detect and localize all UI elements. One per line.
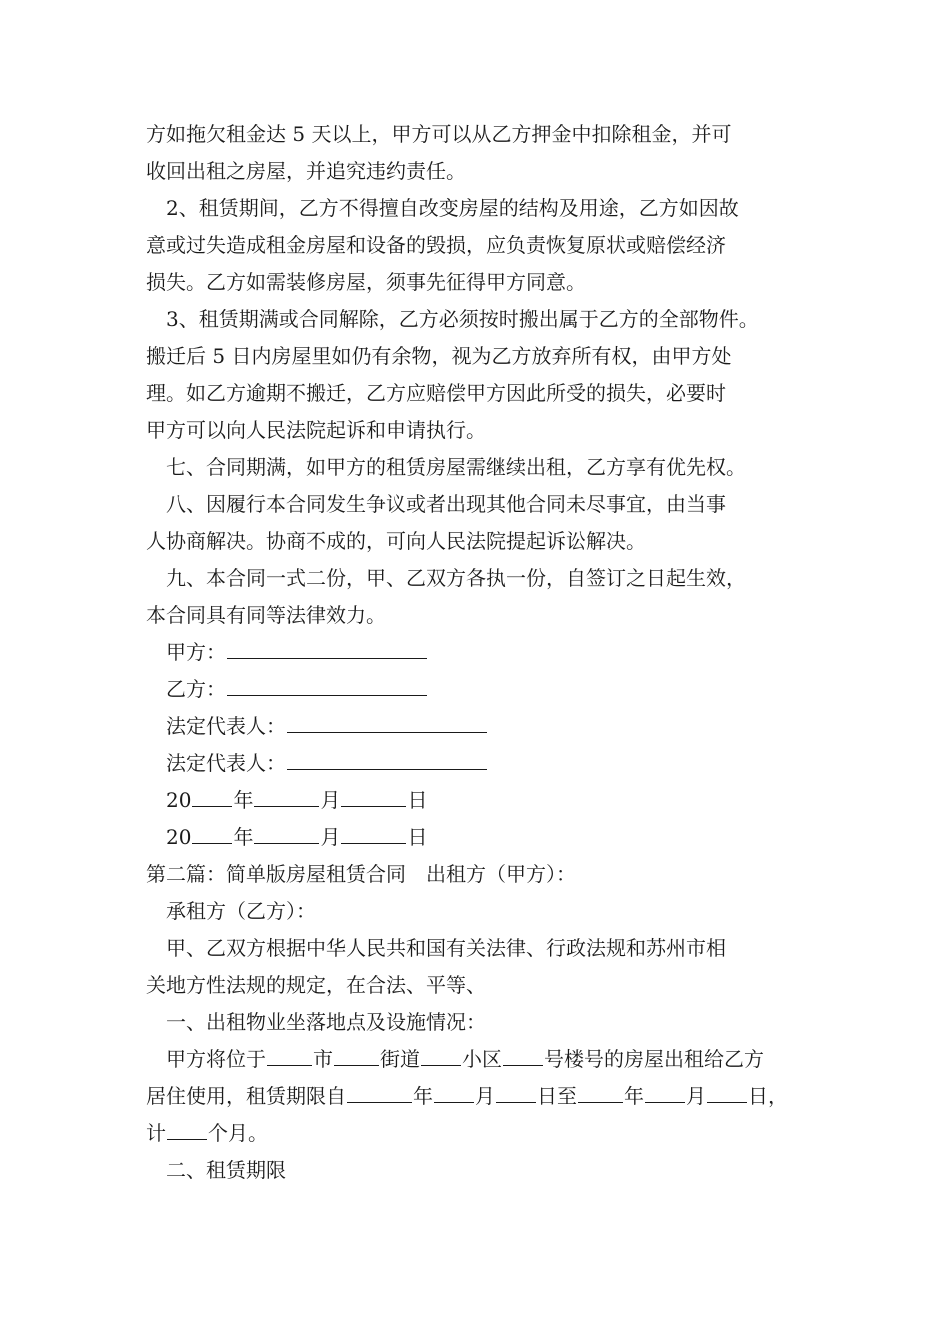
item-1-text-line2	[146, 1078, 826, 1115]
text-fragment: 月	[686, 1084, 706, 1108]
party-b-label: 乙方：	[166, 677, 226, 701]
day-label: 日	[407, 788, 428, 812]
clause-7: 七、合同期满，如甲方的租赁房屋需继续出租，乙方享有优先权。	[166, 455, 746, 479]
item-2-title: 二、租赁期限	[166, 1158, 286, 1182]
year-blank	[192, 821, 232, 844]
text-fragment: 日，	[748, 1084, 788, 1108]
paragraph-line: 收回出租之房屋，并追究违约责任。	[146, 159, 466, 183]
paragraph-line: 本合同具有同等法律效力。	[146, 603, 386, 627]
street-blank	[334, 1043, 379, 1066]
start-month-blank	[434, 1080, 474, 1103]
end-day-blank	[707, 1080, 747, 1103]
month-label: 月	[320, 825, 341, 849]
text-fragment: 小区	[462, 1047, 502, 1071]
text-fragment: 日至	[537, 1084, 577, 1108]
city-blank	[267, 1043, 312, 1066]
text-fragment: 月	[475, 1084, 495, 1108]
legal-rep-blank	[287, 747, 487, 770]
clause-8: 八、因履行本合同发生争议或者出现其他合同未尽事宜，由当事	[166, 492, 726, 516]
end-year-blank	[578, 1080, 623, 1103]
day-blank	[341, 821, 406, 844]
month-blank	[254, 784, 319, 807]
text-fragment: 计	[146, 1121, 166, 1145]
paragraph-line: 意或过失造成租金房屋和设备的毁损，应负责恢复原状或赔偿经济	[146, 233, 726, 257]
legal-rep-label: 法定代表人：	[166, 714, 286, 738]
text-fragment: 号楼号的房屋出租给乙方	[544, 1047, 764, 1071]
paragraph-line: 方如拖欠租金达 5 天以上，甲方可以从乙方押金中扣除租金，并可	[146, 122, 732, 146]
section-heading: 第二篇：简单版房屋租赁合同 出租方（甲方）：	[146, 862, 576, 886]
end-month-blank	[645, 1080, 685, 1103]
text-fragment: 个月。	[208, 1121, 268, 1145]
community-blank	[421, 1043, 461, 1066]
text-fragment: 年	[624, 1084, 644, 1108]
contract-text	[146, 116, 826, 1189]
intro-paragraph: 甲、乙双方根据中华人民共和国有关法律、行政法规和苏州市相	[166, 936, 726, 960]
paragraph-line: 损失。乙方如需装修房屋，须事先征得甲方同意。	[146, 270, 586, 294]
clause-3: 3、租赁期满或合同解除，乙方必须按时搬出属于乙方的全部物件。	[166, 307, 759, 331]
text-fragment: 街道	[380, 1047, 420, 1071]
clause-2: 2、租赁期间，乙方不得擅自改变房屋的结构及用途，乙方如因故	[166, 196, 739, 220]
party-b-blank	[227, 673, 427, 696]
signature-legal-rep-1	[146, 708, 826, 745]
start-day-blank	[496, 1080, 536, 1103]
year-label: 年	[233, 788, 254, 812]
item-1-text-line3	[146, 1115, 826, 1152]
lessee-label: 承租方（乙方）：	[166, 899, 316, 923]
item-1-text-line1	[146, 1041, 826, 1078]
signature-date-2	[146, 819, 826, 856]
year-blank	[192, 784, 232, 807]
paragraph-line: 甲方可以向人民法院起诉和申请执行。	[146, 418, 486, 442]
day-blank	[341, 784, 406, 807]
signature-party-a	[146, 634, 826, 671]
signature-party-b	[146, 671, 826, 708]
party-a-label: 甲方：	[166, 640, 226, 664]
text-fragment: 甲方将位于	[166, 1047, 266, 1071]
item-1-title: 一、出租物业坐落地点及设施情况：	[166, 1010, 486, 1034]
party-a-blank	[227, 636, 427, 659]
paragraph-line: 关地方性法规的规定，在合法、平等、	[146, 973, 486, 997]
month-blank	[254, 821, 319, 844]
year-prefix: 20	[166, 788, 192, 812]
text-fragment: 市	[313, 1047, 333, 1071]
signature-date-1	[146, 782, 826, 819]
start-year-blank	[347, 1080, 412, 1103]
months-blank	[167, 1117, 207, 1140]
day-label: 日	[407, 825, 428, 849]
paragraph-line: 人协商解决。协商不成的，可向人民法院提起诉讼解决。	[146, 529, 646, 553]
year-label: 年	[233, 825, 254, 849]
paragraph-line: 理。如乙方逾期不搬迁，乙方应赔偿甲方因此所受的损失，必要时	[146, 381, 726, 405]
building-blank	[503, 1043, 543, 1066]
text-fragment: 居住使用，租赁期限自	[146, 1084, 346, 1108]
signature-legal-rep-2	[146, 745, 826, 782]
month-label: 月	[320, 788, 341, 812]
text-fragment: 年	[413, 1084, 433, 1108]
year-prefix: 20	[166, 825, 192, 849]
clause-9: 九、本合同一式二份，甲、乙双方各执一份，自签订之日起生效，	[166, 566, 746, 590]
legal-rep-label: 法定代表人：	[166, 751, 286, 775]
legal-rep-blank	[287, 710, 487, 733]
paragraph-line: 搬迁后 5 日内房屋里如仍有余物，视为乙方放弃所有权，由甲方处	[146, 344, 732, 368]
